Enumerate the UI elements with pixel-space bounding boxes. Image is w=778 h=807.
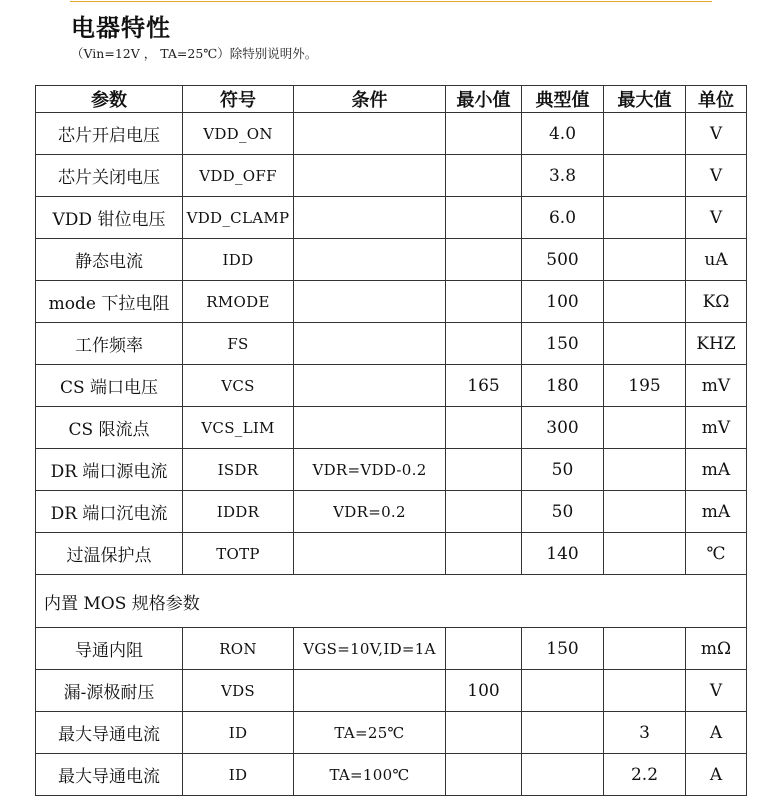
cell-symbol: VDS bbox=[183, 670, 294, 712]
table-row bbox=[36, 113, 747, 155]
cell-condition bbox=[294, 113, 446, 155]
table-row bbox=[36, 323, 747, 365]
table-row bbox=[36, 449, 747, 491]
cell-max bbox=[604, 197, 686, 239]
electrical-characteristics-table bbox=[35, 85, 747, 796]
cell-min bbox=[446, 407, 522, 449]
cell-symbol: ID bbox=[183, 712, 294, 754]
cell-symbol: VDD_CLAMP bbox=[183, 197, 294, 239]
chip-characteristics-body bbox=[36, 113, 747, 575]
cell-typ: 50 bbox=[522, 491, 604, 533]
table-row bbox=[36, 533, 747, 575]
section-title: 内置 MOS 规格参数 bbox=[36, 575, 747, 628]
cell-typ: 180 bbox=[522, 365, 604, 407]
cell-symbol: IDD bbox=[183, 239, 294, 281]
cell-max bbox=[604, 113, 686, 155]
cell-param: 最大导通电流 bbox=[36, 754, 183, 796]
cell-max bbox=[604, 407, 686, 449]
cell-min bbox=[446, 197, 522, 239]
top-rule bbox=[70, 1, 712, 2]
cell-typ bbox=[522, 670, 604, 712]
cell-unit: mV bbox=[686, 365, 747, 407]
cell-condition: TA=25℃ bbox=[294, 712, 446, 754]
cell-min: 100 bbox=[446, 670, 522, 712]
table-row bbox=[36, 197, 747, 239]
cell-typ bbox=[522, 754, 604, 796]
cell-unit: mV bbox=[686, 407, 747, 449]
cell-condition bbox=[294, 281, 446, 323]
cell-unit: A bbox=[686, 712, 747, 754]
header-typ: 典型值 bbox=[522, 86, 604, 113]
cell-param: 静态电流 bbox=[36, 239, 183, 281]
cell-symbol: VCS_LIM bbox=[183, 407, 294, 449]
cell-max bbox=[604, 239, 686, 281]
cell-condition bbox=[294, 407, 446, 449]
test-condition-note: （Vin=12V ， TA=25℃）除特别说明外。 bbox=[71, 46, 318, 61]
cell-param: 过温保护点 bbox=[36, 533, 183, 575]
header-condition: 条件 bbox=[294, 86, 446, 113]
cell-unit: V bbox=[686, 113, 747, 155]
cell-condition bbox=[294, 365, 446, 407]
table-row bbox=[36, 365, 747, 407]
cell-min bbox=[446, 113, 522, 155]
cell-max: 2.2 bbox=[604, 754, 686, 796]
cell-param: DR 端口源电流 bbox=[36, 449, 183, 491]
page-title: 电器特性 bbox=[71, 14, 171, 42]
cell-param: 芯片开启电压 bbox=[36, 113, 183, 155]
table-row bbox=[36, 628, 747, 670]
cell-unit: mA bbox=[686, 491, 747, 533]
cell-min: 165 bbox=[446, 365, 522, 407]
cell-param: 芯片关闭电压 bbox=[36, 155, 183, 197]
header-max: 最大值 bbox=[604, 86, 686, 113]
cell-unit: KΩ bbox=[686, 281, 747, 323]
table-row bbox=[36, 670, 747, 712]
cell-condition: TA=100℃ bbox=[294, 754, 446, 796]
cell-min bbox=[446, 323, 522, 365]
cell-max bbox=[604, 155, 686, 197]
cell-symbol: ID bbox=[183, 754, 294, 796]
table-row bbox=[36, 407, 747, 449]
cell-symbol: ISDR bbox=[183, 449, 294, 491]
header-param: 参数 bbox=[36, 86, 183, 113]
cell-condition bbox=[294, 197, 446, 239]
cell-typ: 500 bbox=[522, 239, 604, 281]
cell-unit: V bbox=[686, 197, 747, 239]
header-symbol: 符号 bbox=[183, 86, 294, 113]
cell-max bbox=[604, 323, 686, 365]
cell-typ: 50 bbox=[522, 449, 604, 491]
cell-condition: VDR=VDD-0.2 bbox=[294, 449, 446, 491]
mos-characteristics-body bbox=[36, 628, 747, 796]
cell-symbol: RON bbox=[183, 628, 294, 670]
cell-condition: VGS=10V,ID=1A bbox=[294, 628, 446, 670]
cell-symbol: VDD_ON bbox=[183, 113, 294, 155]
cell-param: 导通内阻 bbox=[36, 628, 183, 670]
cell-typ: 300 bbox=[522, 407, 604, 449]
cell-condition bbox=[294, 155, 446, 197]
cell-max bbox=[604, 491, 686, 533]
cell-condition bbox=[294, 323, 446, 365]
cell-max bbox=[604, 281, 686, 323]
cell-unit: ℃ bbox=[686, 533, 747, 575]
cell-typ: 150 bbox=[522, 628, 604, 670]
cell-symbol: TOTP bbox=[183, 533, 294, 575]
cell-typ: 100 bbox=[522, 281, 604, 323]
cell-typ: 3.8 bbox=[522, 155, 604, 197]
table-row bbox=[36, 754, 747, 796]
cell-condition bbox=[294, 670, 446, 712]
cell-min bbox=[446, 491, 522, 533]
header-unit: 单位 bbox=[686, 86, 747, 113]
cell-max: 195 bbox=[604, 365, 686, 407]
header-min: 最小值 bbox=[446, 86, 522, 113]
cell-min bbox=[446, 281, 522, 323]
cell-param: DR 端口沉电流 bbox=[36, 491, 183, 533]
table-row bbox=[36, 712, 747, 754]
cell-unit: V bbox=[686, 155, 747, 197]
table-row bbox=[36, 281, 747, 323]
cell-max: 3 bbox=[604, 712, 686, 754]
cell-min bbox=[446, 754, 522, 796]
cell-symbol: IDDR bbox=[183, 491, 294, 533]
cell-param: CS 端口电压 bbox=[36, 365, 183, 407]
table-row bbox=[36, 239, 747, 281]
cell-condition: VDR=0.2 bbox=[294, 491, 446, 533]
cell-condition bbox=[294, 533, 446, 575]
mos-section-body bbox=[36, 575, 747, 628]
cell-unit: A bbox=[686, 754, 747, 796]
cell-unit: V bbox=[686, 670, 747, 712]
cell-unit: mA bbox=[686, 449, 747, 491]
cell-param: mode 下拉电阻 bbox=[36, 281, 183, 323]
cell-min bbox=[446, 533, 522, 575]
cell-typ bbox=[522, 712, 604, 754]
table-row bbox=[36, 491, 747, 533]
table-row bbox=[36, 155, 747, 197]
cell-typ: 4.0 bbox=[522, 113, 604, 155]
cell-param: 最大导通电流 bbox=[36, 712, 183, 754]
cell-symbol: VCS bbox=[183, 365, 294, 407]
cell-condition bbox=[294, 239, 446, 281]
cell-unit: uA bbox=[686, 239, 747, 281]
cell-param: 工作频率 bbox=[36, 323, 183, 365]
cell-min bbox=[446, 628, 522, 670]
cell-symbol: VDD_OFF bbox=[183, 155, 294, 197]
cell-max bbox=[604, 628, 686, 670]
cell-unit: KHZ bbox=[686, 323, 747, 365]
cell-symbol: RMODE bbox=[183, 281, 294, 323]
cell-typ: 150 bbox=[522, 323, 604, 365]
cell-max bbox=[604, 449, 686, 491]
cell-max bbox=[604, 533, 686, 575]
cell-param: VDD 钳位电压 bbox=[36, 197, 183, 239]
section-row bbox=[36, 575, 747, 628]
cell-param: 漏-源极耐压 bbox=[36, 670, 183, 712]
table-header-row bbox=[36, 86, 747, 113]
cell-max bbox=[604, 670, 686, 712]
cell-param: CS 限流点 bbox=[36, 407, 183, 449]
cell-min bbox=[446, 239, 522, 281]
cell-typ: 6.0 bbox=[522, 197, 604, 239]
cell-symbol: FS bbox=[183, 323, 294, 365]
cell-min bbox=[446, 155, 522, 197]
cell-unit: mΩ bbox=[686, 628, 747, 670]
cell-min bbox=[446, 712, 522, 754]
cell-min bbox=[446, 449, 522, 491]
cell-typ: 140 bbox=[522, 533, 604, 575]
